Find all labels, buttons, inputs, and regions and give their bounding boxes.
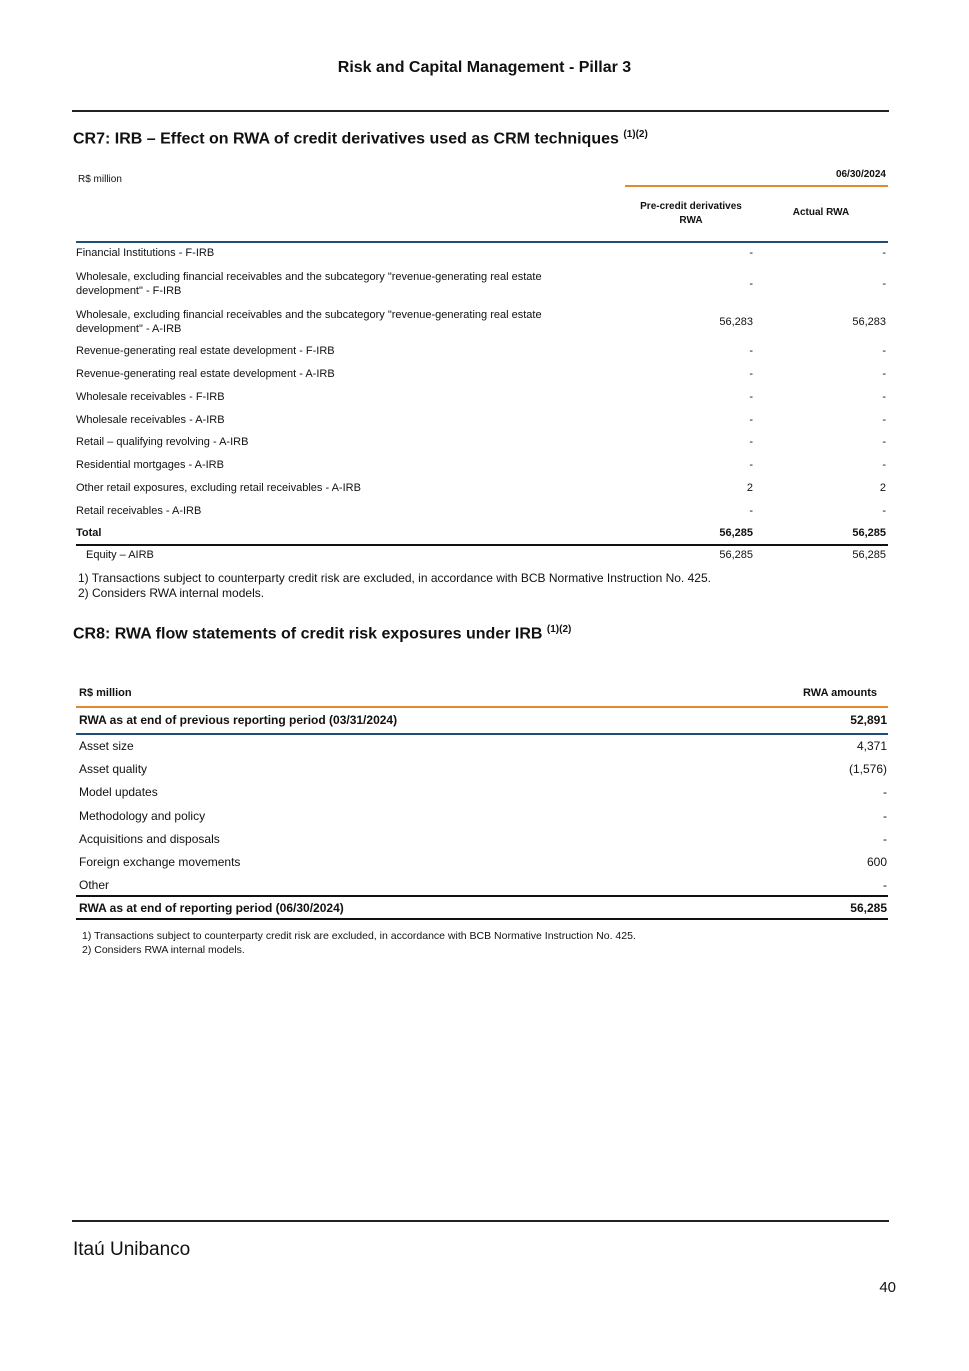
cr8-title-sup: (1)(2) <box>546 624 572 635</box>
cr8-table-row <box>79 832 887 846</box>
cr8-table-row <box>79 785 887 799</box>
row-label: Foreign exchange movements <box>79 855 241 869</box>
cr8-table-row <box>79 878 887 892</box>
rwa-amount: - <box>883 878 887 893</box>
cr8-closing-bottom-rule <box>76 918 888 920</box>
cr8-table-row <box>79 739 887 753</box>
pre-credit-rwa-value: - <box>749 247 753 259</box>
actual-rwa-value: 56,283 <box>852 316 886 328</box>
row-label: Other <box>79 878 110 893</box>
cr8-title <box>73 624 571 643</box>
cr8-closing-value: 56,285 <box>850 901 887 915</box>
cr7-equity-row <box>76 548 888 562</box>
actual-rwa-value: - <box>882 505 886 517</box>
actual-rwa-value: - <box>882 278 886 290</box>
cr7-table-row <box>76 413 888 427</box>
cr8-col-header: RWA amounts <box>803 687 877 699</box>
cr7-table-row <box>76 458 888 472</box>
pre-credit-rwa-value: 56,283 <box>719 316 753 328</box>
cr7-table-row <box>76 390 888 404</box>
pre-credit-rwa-value: 2 <box>746 482 753 494</box>
pre-credit-rwa-value: - <box>749 278 753 290</box>
cr8-opening-row <box>79 713 887 727</box>
rwa-amount: - <box>883 808 887 823</box>
actual-rwa-value: - <box>882 247 886 259</box>
row-label: Wholesale, excluding financial receivables and the subcategory "revenue-generating real estate development" - A-IRB <box>76 309 542 335</box>
cr8-table-row <box>79 762 887 776</box>
rwa-amount: - <box>883 831 887 846</box>
cr7-title <box>73 129 648 148</box>
footer-rule <box>72 1220 889 1222</box>
cr8-unit: R$ million <box>79 687 132 699</box>
footer-company: Itaú Unibanco <box>73 1239 191 1260</box>
cr7-title-sup: (1)(2) <box>623 129 648 140</box>
pre-credit-rwa-value: - <box>749 414 753 426</box>
pre-credit-rwa-value: - <box>749 345 753 357</box>
cr8-header <box>79 687 887 699</box>
cr8-closing-label: RWA as at end of reporting period (06/30/2024) <box>79 901 344 915</box>
cr8-table-row <box>79 855 887 869</box>
cr8-orange-rule <box>76 706 888 708</box>
cr7-date: 06/30/2024 <box>835 169 886 180</box>
cr7-title-text: CR7: IRB – Effect on RWA of credit derivatives used as CRM techniques <box>73 130 619 148</box>
cr8-footnotes <box>82 929 636 957</box>
rwa-amount: - <box>883 785 887 800</box>
row-label: Total <box>76 527 102 539</box>
row-label: Asset quality <box>79 762 148 777</box>
header-rule <box>72 110 889 112</box>
cr7-unit: R$ million <box>78 174 122 185</box>
cr8-table-row <box>79 809 887 823</box>
row-label: Asset size <box>79 739 134 753</box>
page-number: 40 <box>879 1279 896 1296</box>
row-label: Equity – AIRB <box>86 549 154 561</box>
row-label: Revenue-generating real estate development - A-IRB <box>76 368 335 380</box>
cr7-note-2: 2) Considers RWA internal models. <box>78 586 265 600</box>
cr7-table-row <box>76 308 888 336</box>
cr7-table-row <box>76 504 888 518</box>
cr7-col2-header: Actual RWA <box>792 207 850 218</box>
row-label: Wholesale receivables - F-IRB <box>76 391 225 403</box>
cr8-blue-rule <box>76 733 888 735</box>
cr8-opening-value: 52,891 <box>850 713 887 727</box>
row-label: Methodology and policy <box>79 808 206 823</box>
cr7-table-row <box>76 246 888 260</box>
rwa-amount: 4,371 <box>856 739 887 753</box>
cr8-title-text: CR8: RWA flow statements of credit risk exposures under IRB <box>73 625 543 643</box>
actual-rwa-value: 56,285 <box>852 527 886 539</box>
cr7-table-row <box>76 435 888 449</box>
actual-rwa-value: - <box>882 459 886 471</box>
rwa-amount: 600 <box>866 855 887 869</box>
cr7-footnotes <box>78 571 711 601</box>
row-label: Retail receivables - A-IRB <box>76 505 202 517</box>
row-label: Residential mortgages - A-IRB <box>76 459 224 471</box>
actual-rwa-value: - <box>882 345 886 357</box>
cr7-date-rule <box>625 185 888 187</box>
page-header: Risk and Capital Management - Pillar 3 <box>337 59 632 76</box>
cr7-table-row <box>76 481 888 495</box>
cr7-table-row <box>76 344 888 358</box>
row-label: Revenue-generating real estate development - F-IRB <box>76 345 335 357</box>
rwa-amount: (1,576) <box>848 762 887 777</box>
cr7-total-row <box>76 526 888 540</box>
cr8-closing-top-rule <box>76 895 888 897</box>
actual-rwa-value: 2 <box>879 482 886 494</box>
row-label: Model updates <box>79 785 158 800</box>
pre-credit-rwa-value: - <box>749 436 753 448</box>
pre-credit-rwa-value: - <box>749 505 753 517</box>
row-label: Retail – qualifying revolving - A-IRB <box>76 436 249 448</box>
cr7-col1-header: Pre-credit derivatives RWA <box>640 201 742 226</box>
actual-rwa-value: - <box>882 391 886 403</box>
actual-rwa-value: - <box>882 436 886 448</box>
actual-rwa-value: - <box>882 414 886 426</box>
cr8-opening-label: RWA as at end of previous reporting period (03/31/2024) <box>79 713 398 727</box>
actual-rwa-value: - <box>882 368 886 380</box>
cr8-note-1: 1) Transactions subject to counterparty credit risk are excluded, in accordance with BCB Normative Instruction No. 425. <box>82 930 636 942</box>
cr8-closing-row <box>79 901 887 915</box>
pre-credit-rwa-value: 56,285 <box>719 527 753 539</box>
actual-rwa-value: 56,285 <box>852 549 886 561</box>
cr7-table-row <box>76 270 888 298</box>
pre-credit-rwa-value: 56,285 <box>719 549 753 561</box>
cr7-note-1: 1) Transactions subject to counterparty credit risk are excluded, in accordance with BCB Normative Instruction No. 425. <box>78 571 711 585</box>
cr7-header-rule <box>76 241 888 243</box>
cr7-total-rule <box>76 544 888 546</box>
row-label: Other retail exposures, excluding retail receivables - A-IRB <box>76 482 361 494</box>
row-label: Wholesale, excluding financial receivables and the subcategory "revenue-generating real estate development" - F-IRB <box>76 271 542 297</box>
row-label: Acquisitions and disposals <box>79 831 220 846</box>
pre-credit-rwa-value: - <box>749 391 753 403</box>
row-label: Wholesale receivables - A-IRB <box>76 414 225 426</box>
pre-credit-rwa-value: - <box>749 459 753 471</box>
pre-credit-rwa-value: - <box>749 368 753 380</box>
cr7-table-row <box>76 367 888 381</box>
cr8-note-2: 2) Considers RWA internal models. <box>82 944 245 956</box>
row-label: Financial Institutions - F-IRB <box>76 247 215 259</box>
